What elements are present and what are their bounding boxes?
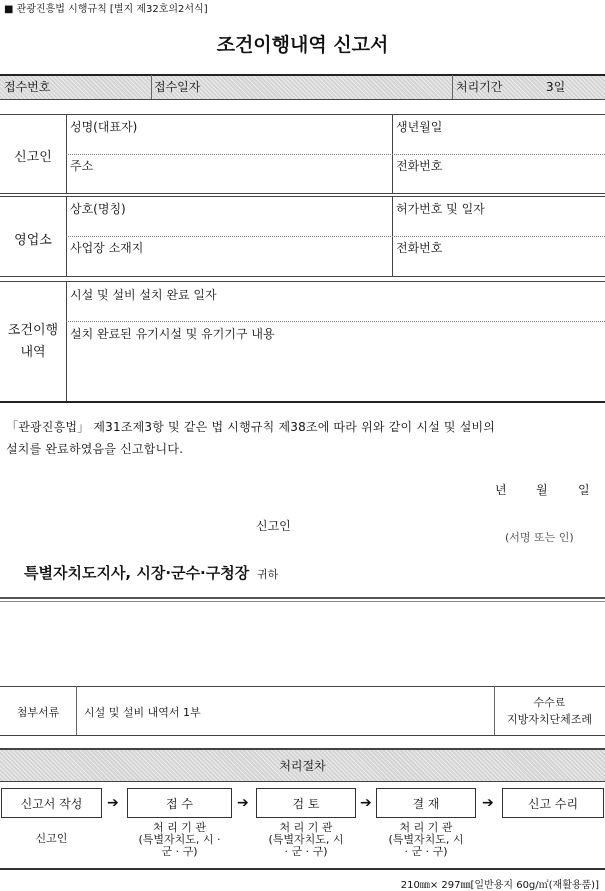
step-approval: 결 재 [376, 788, 476, 818]
arrow-right-icon: ➔ [482, 795, 494, 811]
actor-agency-receipt [127, 822, 232, 858]
processing-period-label: 처리기간 [456, 80, 503, 94]
actor-line: 군 · 구) [161, 845, 198, 858]
reporter-phone-field[interactable]: 전화번호 [396, 159, 443, 173]
actor-line: · 군 · 구) [404, 845, 448, 858]
fulfillment-section-label-line1: 조건이행 [7, 323, 59, 338]
signature-hint: (서명 또는 인) [505, 531, 574, 544]
law-reference: ■ 관광진흥법 시행규칙 [별지 제32호의2서식] [4, 4, 208, 15]
paper-spec: 210㎜× 297㎜[일반용지 60g/㎡(재활용품)] [400, 880, 599, 891]
completion-date-field[interactable]: 시설 및 설비 설치 완료 일자 [70, 288, 217, 302]
receipt-row [0, 75, 605, 99]
fulfillment-section-label-line2: 내역 [20, 345, 46, 360]
fee-value: 지방자치단체조례 [506, 713, 592, 726]
step-write-report: 신고서 작성 [1, 788, 102, 818]
processing-period-value: 3일 [546, 80, 566, 94]
actor-line: (특별자치도, 시 [388, 833, 464, 846]
attachment-content: 시설 및 설비 내역서 1부 [84, 706, 201, 719]
actor-line: 처 리 기 관 [279, 821, 333, 834]
business-section-label: 영업소 [14, 233, 52, 248]
procedure-title: 처리절차 [279, 759, 326, 773]
arrow-right-icon: ➔ [107, 795, 119, 811]
actor-agency-review [256, 822, 356, 858]
actor-line: (특별자치도, 시 · [138, 833, 221, 846]
receipt-number-label: 접수번호 [4, 80, 51, 94]
fee-label: 수수료 [533, 696, 566, 709]
permit-number-date-field[interactable]: 허가번호 및 일자 [396, 202, 485, 216]
date-year: 년 [495, 483, 507, 497]
step-receipt: 접 수 [127, 788, 232, 818]
declaration-text [6, 416, 601, 460]
business-location-field[interactable]: 사업장 소재지 [70, 241, 144, 255]
actor-line: · 군 · 구) [284, 845, 328, 858]
trade-name-field[interactable]: 상호(명칭) [70, 202, 126, 216]
addressee-main: 특별자치도지사, 시장·군수·구청장 [24, 564, 250, 582]
addressee [24, 562, 278, 583]
arrow-right-icon: ➔ [360, 795, 372, 811]
declaration-line-2: 설치를 완료하였음을 신고합니다. [6, 442, 184, 456]
declaration-line-1: 「관광진흥법」 제31조제3항 및 같은 법 시행규칙 제38조에 따라 위와 같이 시설 및 설비의 [6, 420, 496, 434]
attachment-label: 첨부서류 [16, 706, 60, 719]
reporter-name-field[interactable]: 성명(대표자) [70, 120, 138, 134]
actor-line: 처 리 기 관 [399, 821, 453, 834]
step-review: 검 토 [256, 788, 356, 818]
form-title: 조건이행내역 신고서 [216, 34, 389, 56]
fulfillment-section-label [0, 320, 66, 364]
actor-agency-approval [376, 822, 476, 858]
arrow-right-icon: ➔ [237, 795, 249, 811]
business-phone-field[interactable]: 전화번호 [396, 241, 443, 255]
actor-line: (특별자치도, 시 [268, 833, 344, 846]
addressee-suffix: 귀하 [257, 568, 279, 581]
actor-line: 처 리 기 관 [153, 821, 206, 834]
signature-reporter-label: 신고인 [256, 519, 291, 533]
installed-facilities-field[interactable]: 설치 완료된 유기시설 및 유기기구 내용 [70, 327, 275, 341]
reporter-address-field[interactable]: 주소 [70, 159, 94, 173]
reporter-section-label: 신고인 [14, 150, 52, 165]
actor-reporter: 신고인 [35, 832, 68, 845]
date-day: 일 [578, 483, 590, 497]
reporter-birthdate-field[interactable]: 생년월일 [396, 120, 443, 134]
receipt-date-label: 접수일자 [154, 80, 201, 94]
step-acceptance: 신고 수리 [502, 788, 604, 818]
date-month: 월 [536, 483, 548, 497]
